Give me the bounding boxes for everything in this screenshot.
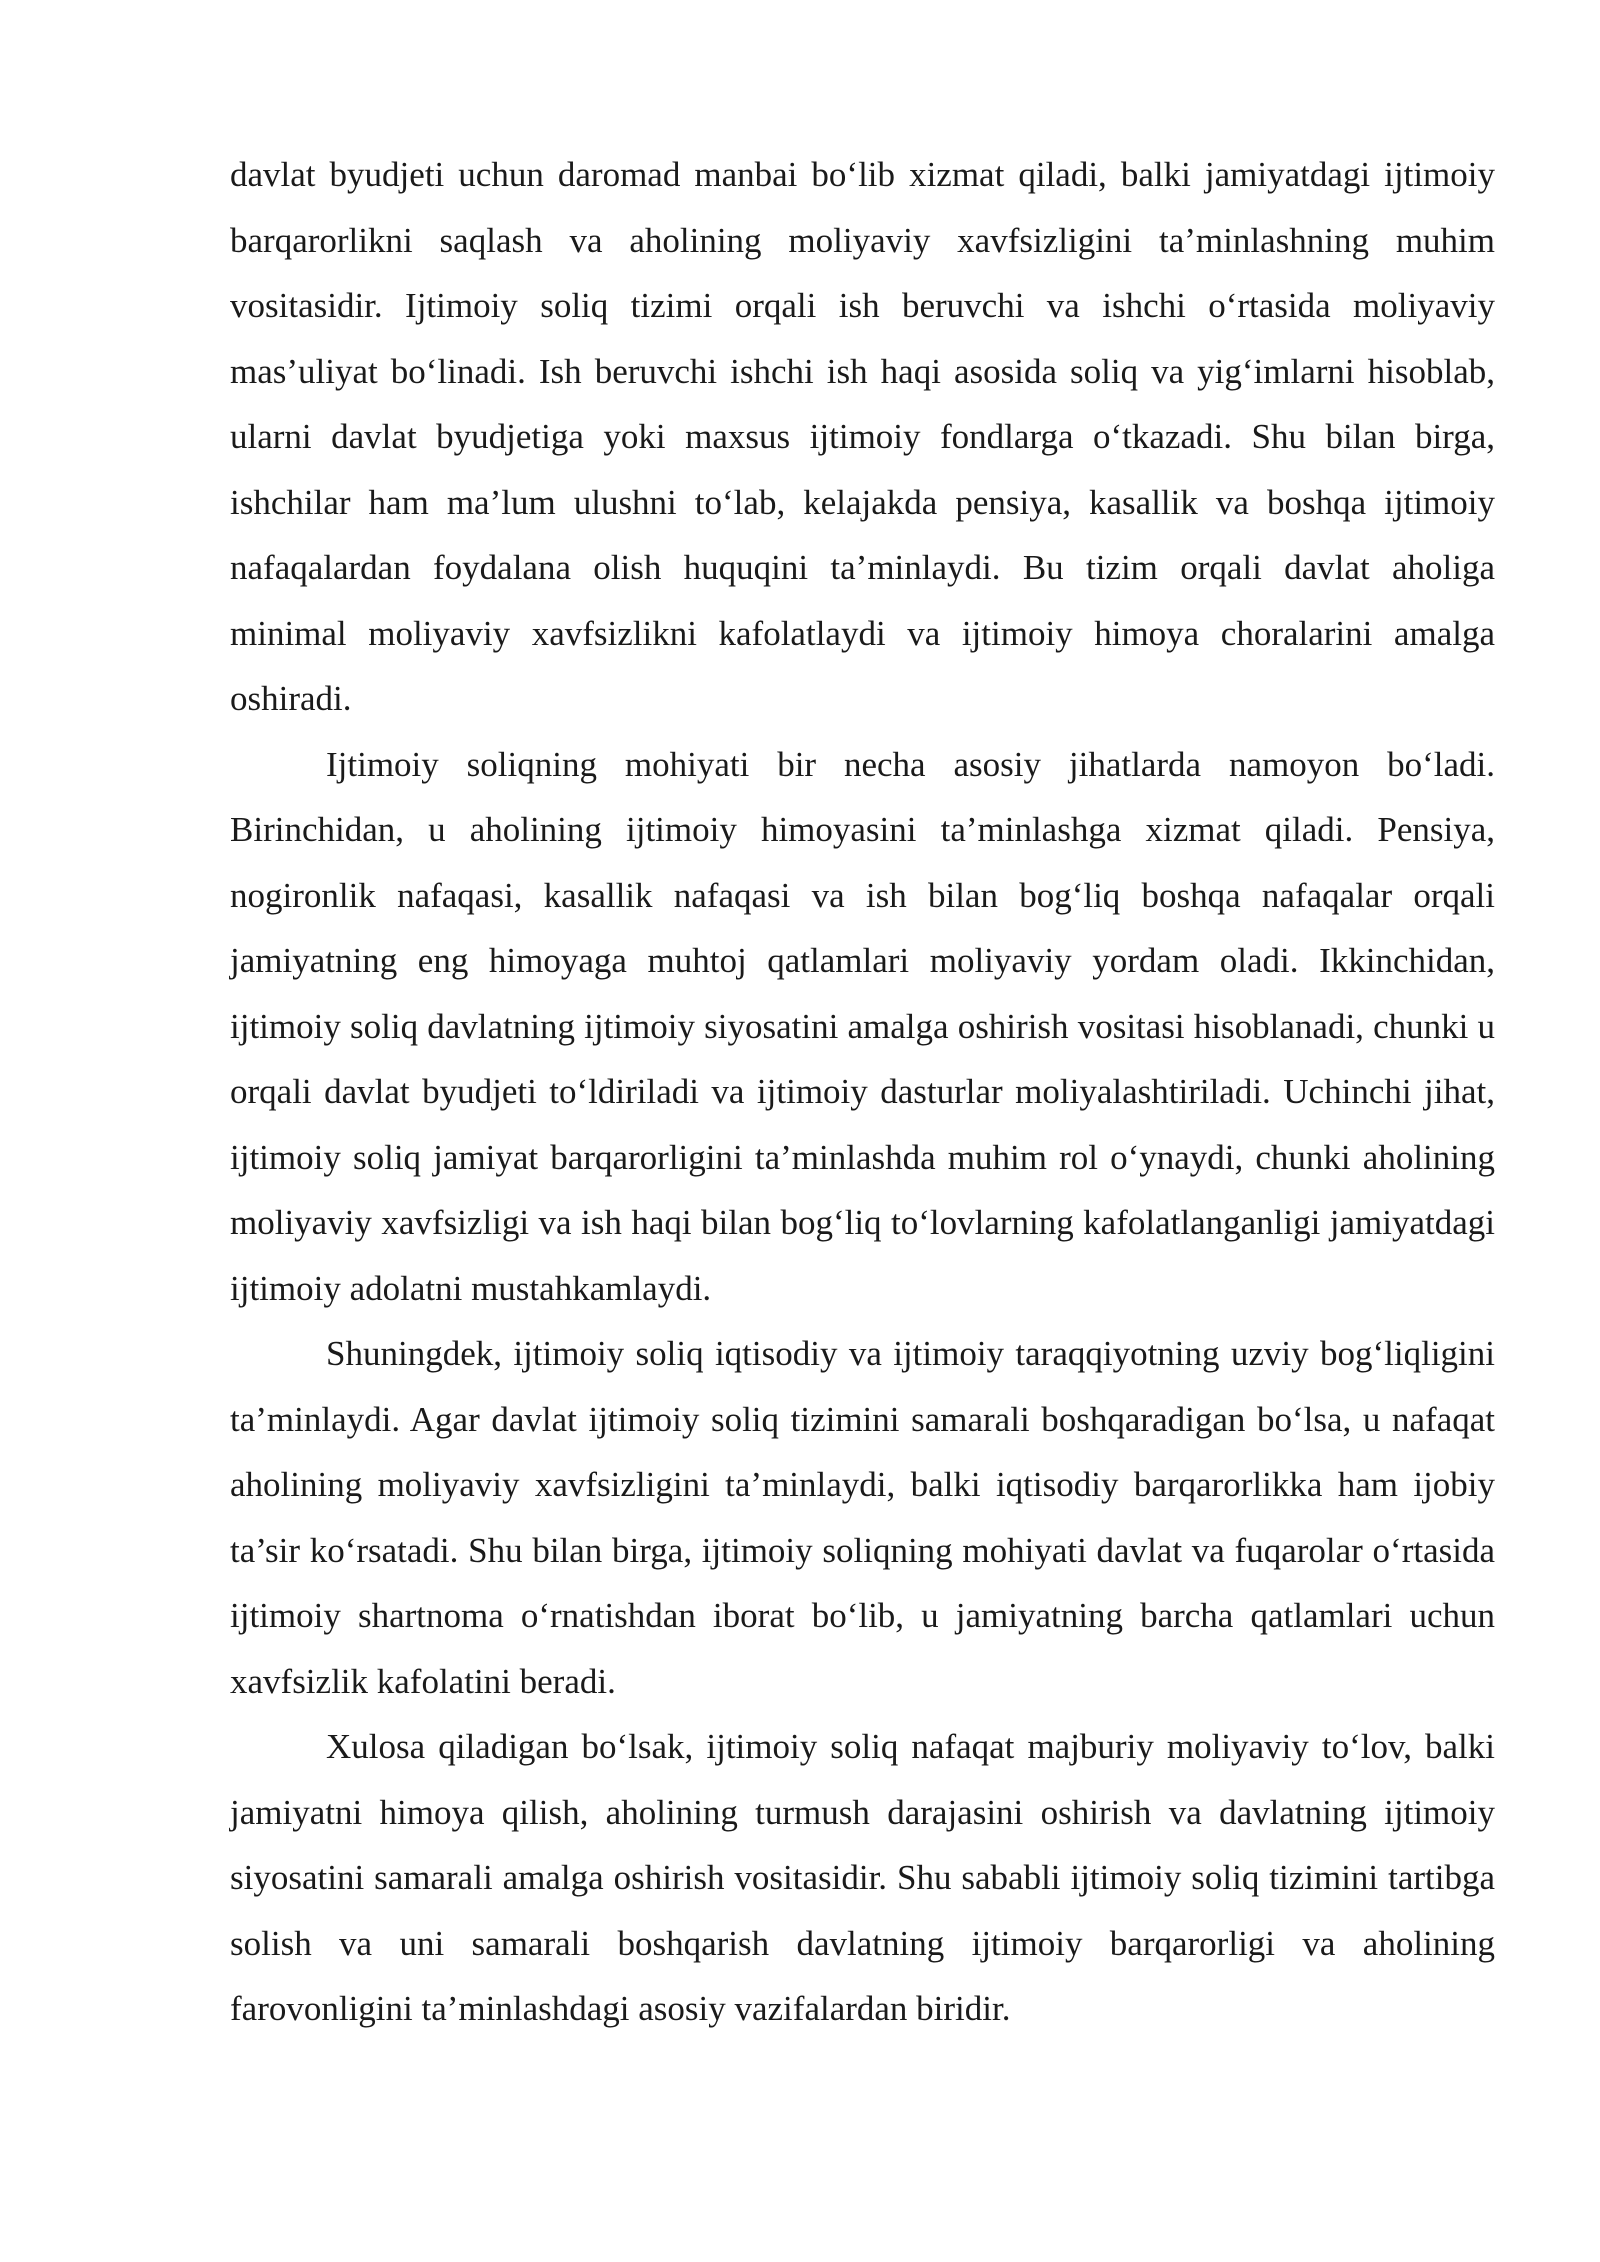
paragraph-conclusion: Xulosa qiladigan bo‘lsak, ijtimoiy soliq nafaqat majburiy moliyaviy to‘lov, balki jamiyatni himoya qilish, aholining turmush darajasini oshirish va davlatning ijtimoiy siyosatini samarali amalga oshirish vositasidir. Shu sababli ijtimoiy soliq tizimini tartibga solish va uni samarali boshqarish davlatning ijtimoiy barqarorligi va aholining farovonligini ta’minlashdagi asosiy vazifalardan biridir. bbox=[230, 1727, 1495, 2028]
paragraph-essence: Ijtimoiy soliqning mohiyati bir necha asosiy jihatlarda namoyon bo‘ladi. Birinchidan, u aholining ijtimoiy himoyasini ta’minlashga xizmat qiladi. Pensiya, nogironlik nafaqasi, kasallik nafaqasi va ish bilan bog‘liq boshqa nafaqalar orqali jamiyatning eng himoyaga muhtoj qatlamlari moliyaviy yordam oladi. Ikkinchidan, ijtimoiy soliq davlatning ijtimoiy siyosatini amalga oshirish vositasi hisoblanadi, chunki u orqali davlat byudjeti to‘ldiriladi va ijtimoiy dasturlar moliyalashtiriladi. Uchinchi jihat, ijtimoiy soliq jamiyat barqarorligini ta’minlashda muhim rol o‘ynaydi, chunki aholining moliyaviy xavfsizligi va ish haqi bilan bog‘liq to‘lovlarning kafolatlanganligi jamiyatdagi ijtimoiy adolatni mustahkamlaydi. bbox=[230, 744, 1495, 1308]
paragraph-continuation: davlat byudjeti uchun daromad manbai bo‘lib xizmat qiladi, balki jamiyatdagi ijtimoiy barqarorlikni saqlash va aholining moliyaviy xavfsizligini ta’minlashning muhim vositasidir. Ijtimoiy soliq tizimi orqali ish beruvchi va ishchi o‘rtasida moliyaviy mas’uliyat bo‘linadi. Ish beruvchi ishchi ish haqi asosida soliq va yig‘imlarni hisoblab, ularni davlat byudjetiga yoki maxsus ijtimoiy fondlarga o‘tkazadi. Shu bilan birga, ishchilar ham ma’lum ulushni to‘lab, kelajakda pensiya, kasallik va boshqa ijtimoiy nafaqalardan foydalana olish huquqini ta’minlaydi. Bu tizim orqali davlat aholiga minimal moliyaviy xavfsizlikni kafolatlaydi va ijtimoiy himoya choralarini amalga oshiradi. bbox=[230, 155, 1495, 718]
paragraph-development: Shuningdek, ijtimoiy soliq iqtisodiy va ijtimoiy taraqqiyotning uzviy bog‘liqligini ta’minlaydi. Agar davlat ijtimoiy soliq tizimini samarali boshqaradigan bo‘lsa, u nafaqat aholining moliyaviy xavfsizligini ta’minlaydi, balki iqtisodiy barqarorlikka ham ijobiy ta’sir ko‘rsatadi. Shu bilan birga, ijtimoiy soliqning mohiyati davlat va fuqarolar o‘rtasida ijtimoiy shartnoma o‘rnatishdan iborat bo‘lib, u jamiyatning barcha qatlamlari uchun xavfsizlik kafolatini beradi. bbox=[230, 1334, 1495, 1701]
document-page bbox=[230, 142, 1495, 2042]
